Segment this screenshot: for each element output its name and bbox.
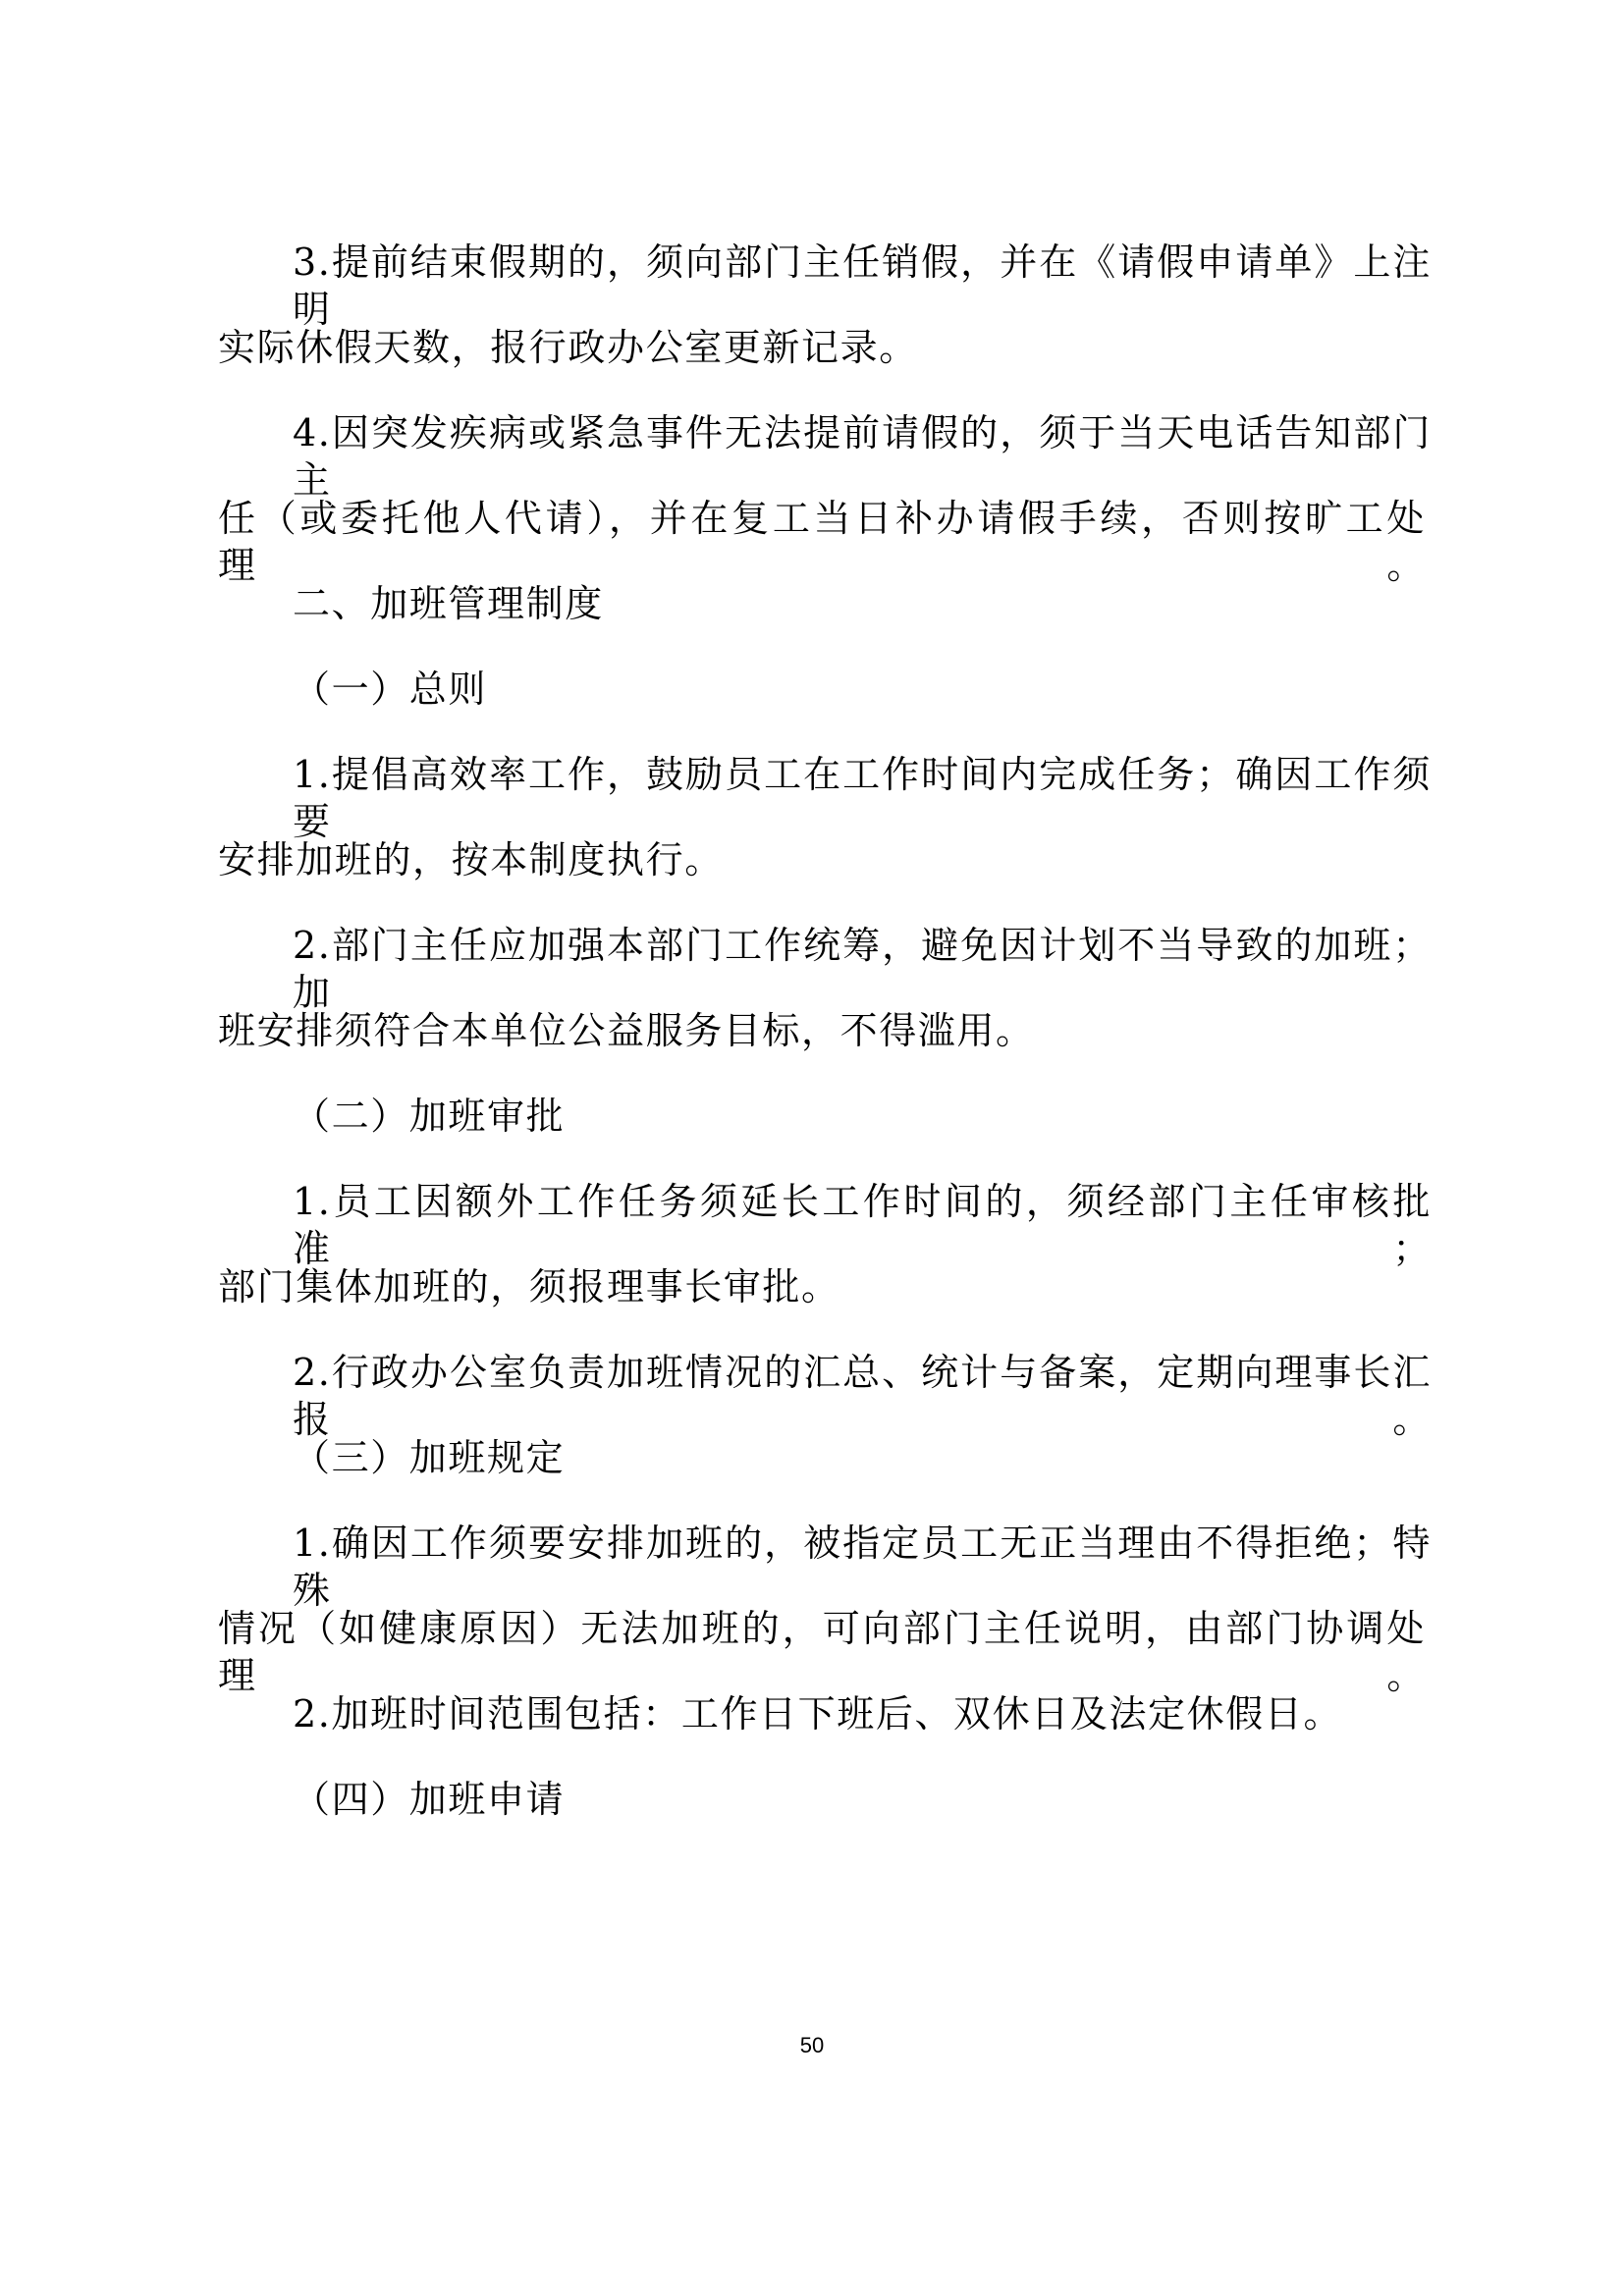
paragraph-line-assignment: 1.确因工作须要安排加班的，被指定员工无正当理由不得拒绝；特殊 [293,1522,1432,1612]
paragraph-line-records: 2.行政办公室负责加班情况的汇总、统计与备案，定期向理事长汇报。 [293,1351,1432,1441]
paragraph-line-approval-cont: 部门集体加班的，须报理事长审批。 [218,1265,840,1308]
paragraph-line-planning-cont: 班安排须符合本单位公益服务目标，不得滥用。 [218,1009,1035,1052]
section-heading-overtime: 二、加班管理制度 [293,582,604,625]
paragraph-line-early-return-cont: 实际休假天数，报行政办公室更新记录。 [218,326,918,369]
subheading-application: （四）加班申请 [293,1778,566,1821]
paragraph-line-emergency-leave-cont: 任（或委托他人代请），并在复工当日补办请假手续，否则按旷工处理。 [218,497,1426,587]
paragraph-line-efficiency: 1.提倡高效率工作，鼓励员工在工作时间内完成任务；确因工作须要 [293,753,1432,843]
paragraph-line-assignment-cont: 情况（如健康原因）无法加班的，可向部门主任说明，由部门协调处理。 [218,1607,1426,1697]
subheading-rules: （三）加班规定 [293,1436,566,1479]
subheading-approval: （二）加班审批 [293,1095,566,1138]
paragraph-line-time-range: 2.加班时间范围包括：工作日下班后、双休日及法定休假日。 [293,1692,1343,1735]
paragraph-line-planning: 2.部门主任应加强本部门工作统筹，避免因计划不当导致的加班；加 [293,924,1432,1014]
paragraph-line-early-return: 3.提前结束假期的，须向部门主任销假，并在《请假申请单》上注明 [293,240,1432,331]
subheading-general: （一）总则 [293,667,488,711]
paragraph-line-efficiency-cont: 安排加班的，按本制度执行。 [218,838,724,881]
paragraph-line-emergency-leave: 4.因突发疾病或紧急事件无法提前请假的，须于当天电话告知部门主 [293,411,1432,502]
paragraph-line-approval: 1.员工因额外工作任务须延长工作时间的，须经部门主任审核批准； [293,1180,1432,1270]
page-number: 50 [799,2033,825,2057]
